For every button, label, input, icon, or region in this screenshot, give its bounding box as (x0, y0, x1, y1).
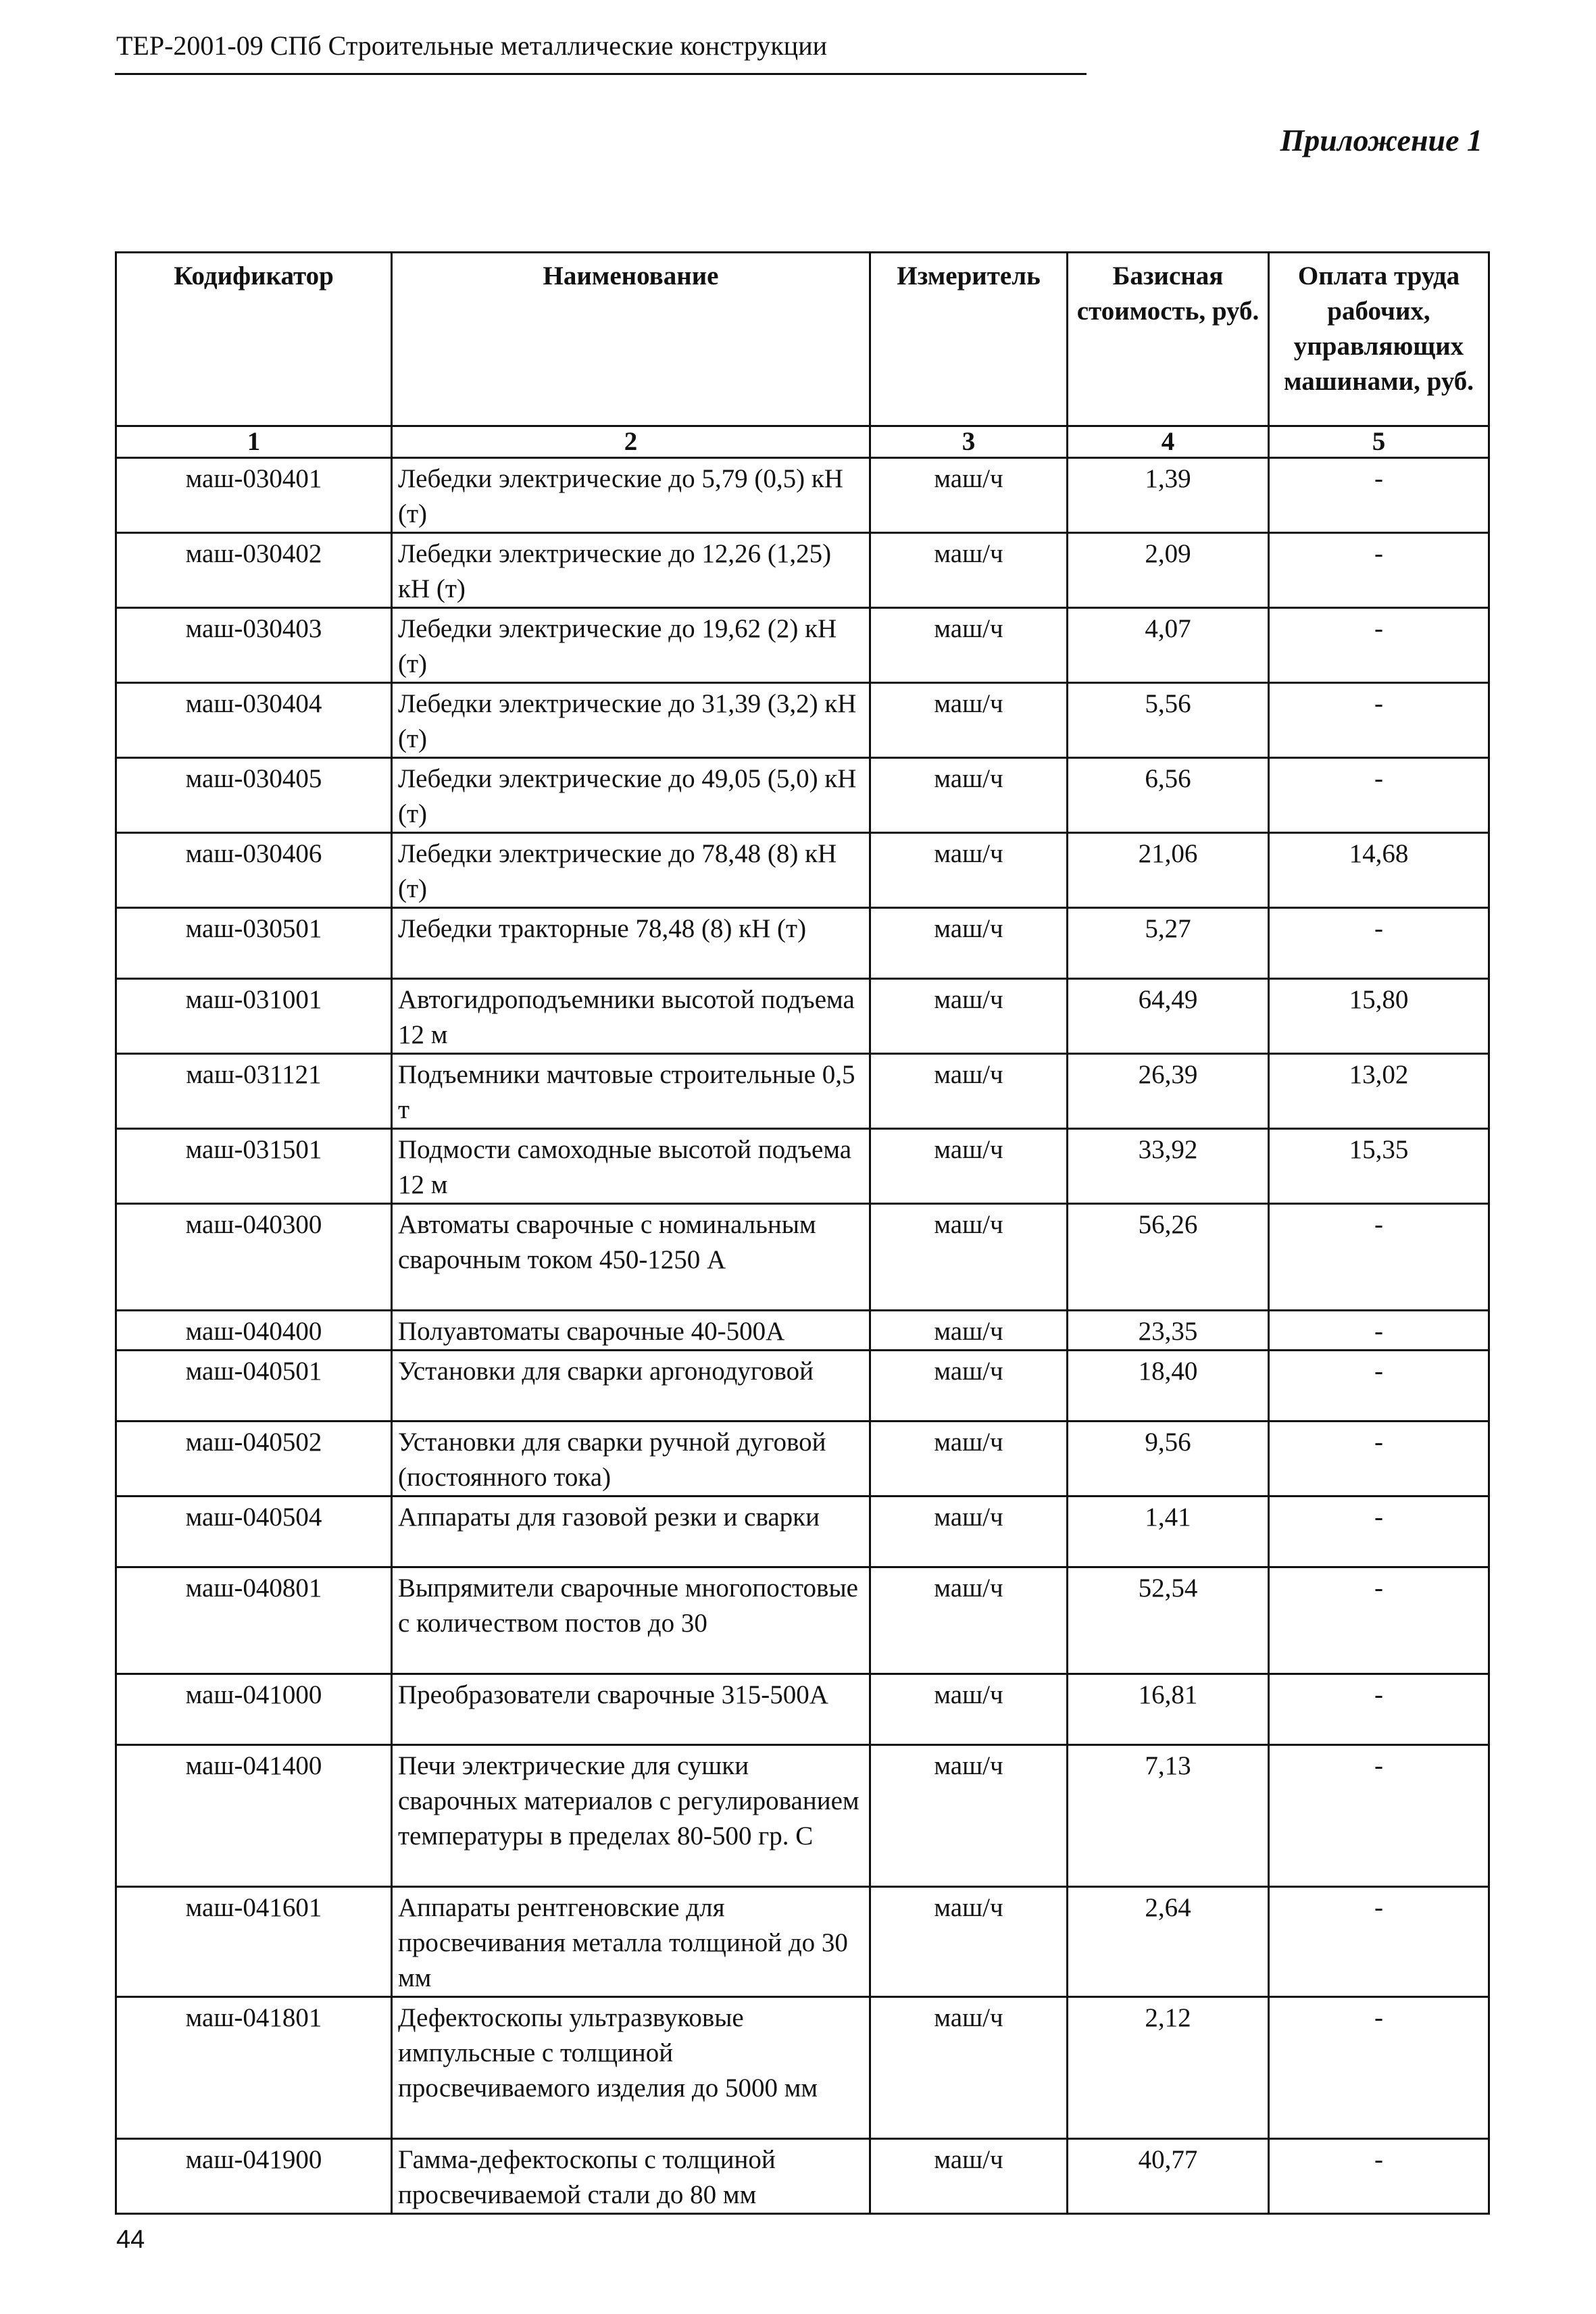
table-row (116, 1204, 1489, 1311)
table-row (116, 758, 1489, 833)
row-cost: 2,64 (1068, 1887, 1269, 1997)
row-wage: - (1269, 458, 1489, 533)
table-row (116, 2139, 1489, 2214)
row-wage: 14,68 (1269, 833, 1489, 908)
row-name: Печи электрические для сушки сварочных материалов с регулированием температуры в пределах 80-500 гр. С (392, 1745, 870, 1887)
table-row (116, 1997, 1489, 2139)
row-cost: 4,07 (1068, 608, 1269, 683)
row-code: маш-031121 (116, 1054, 392, 1129)
row-cost: 56,26 (1068, 1204, 1269, 1311)
table-row (116, 1745, 1489, 1887)
row-wage: - (1269, 908, 1489, 979)
row-wage: - (1269, 1422, 1489, 1496)
row-unit: маш/ч (870, 1997, 1068, 2139)
row-code: маш-030405 (116, 758, 392, 833)
row-unit: маш/ч (870, 1496, 1068, 1567)
row-wage: - (1269, 1997, 1489, 2139)
row-wage: - (1269, 683, 1489, 758)
table-row (116, 1129, 1489, 1204)
row-code: маш-040502 (116, 1422, 392, 1496)
row-unit: маш/ч (870, 833, 1068, 908)
running-header: ТЕР-2001-09 СПб Строительные металлические конструкции (116, 30, 828, 61)
table-row (116, 979, 1489, 1054)
row-wage: - (1269, 758, 1489, 833)
row-code: маш-040400 (116, 1311, 392, 1351)
column-header-cost: Базисная стоимость, руб. (1068, 253, 1269, 426)
row-name: Аппараты рентгеновские для просвечивания металла толщиной до 30 мм (392, 1887, 870, 1997)
row-code: маш-041801 (116, 1997, 392, 2139)
row-name: Подъемники мачтовые строительные 0,5 т (392, 1054, 870, 1129)
row-name: Лебедки электрические до 5,79 (0,5) кН (т) (392, 458, 870, 533)
row-unit: маш/ч (870, 1129, 1068, 1204)
table-row (116, 533, 1489, 608)
row-unit: маш/ч (870, 979, 1068, 1054)
row-name: Гамма-дефектоскопы с толщиной просвечиваемой стали до 80 мм (392, 2139, 870, 2214)
row-wage: - (1269, 2139, 1489, 2214)
row-cost: 23,35 (1068, 1311, 1269, 1351)
table-row (116, 1311, 1489, 1351)
row-name: Установки для сварки аргонодуговой (392, 1351, 870, 1422)
row-cost: 9,56 (1068, 1422, 1269, 1496)
row-wage: - (1269, 608, 1489, 683)
row-unit: маш/ч (870, 1567, 1068, 1674)
row-name: Лебедки электрические до 31,39 (3,2) кН (т) (392, 683, 870, 758)
row-name: Лебедки тракторные 78,48 (8) кН (т) (392, 908, 870, 979)
row-code: маш-040504 (116, 1496, 392, 1567)
page-number: 44 (116, 2225, 145, 2254)
row-code: маш-030402 (116, 533, 392, 608)
row-code: маш-030406 (116, 833, 392, 908)
row-wage: 13,02 (1269, 1054, 1489, 1129)
column-number: 1 (116, 426, 392, 458)
table-header-row (116, 253, 1489, 426)
row-cost: 33,92 (1068, 1129, 1269, 1204)
column-header-code: Кодификатор (116, 253, 392, 426)
table-row (116, 1674, 1489, 1745)
row-cost: 16,81 (1068, 1674, 1269, 1745)
column-number: 2 (392, 426, 870, 458)
row-code: маш-041000 (116, 1674, 392, 1745)
table-row (116, 908, 1489, 979)
machines-table (115, 251, 1490, 2215)
appendix-label: Приложение 1 (1280, 123, 1482, 157)
row-code: маш-041601 (116, 1887, 392, 1997)
row-name: Лебедки электрические до 12,26 (1,25) кН (т) (392, 533, 870, 608)
row-cost: 7,13 (1068, 1745, 1269, 1887)
row-wage: - (1269, 1311, 1489, 1351)
row-code: маш-030401 (116, 458, 392, 533)
row-cost: 2,09 (1068, 533, 1269, 608)
row-wage: - (1269, 1745, 1489, 1887)
row-cost: 26,39 (1068, 1054, 1269, 1129)
header-divider (115, 73, 1087, 75)
row-unit: маш/ч (870, 1674, 1068, 1745)
row-code: маш-030404 (116, 683, 392, 758)
row-code: маш-030501 (116, 908, 392, 979)
row-name: Выпрямители сварочные многопостовые с количеством постов до 30 (392, 1567, 870, 1674)
row-name: Лебедки электрические до 49,05 (5,0) кН (т) (392, 758, 870, 833)
row-name: Автоматы сварочные с номинальным сварочным током 450-1250 А (392, 1204, 870, 1311)
row-code: маш-031001 (116, 979, 392, 1054)
table-row (116, 1496, 1489, 1567)
column-number-row (116, 426, 1489, 458)
column-header-unit: Измеритель (870, 253, 1068, 426)
row-name: Лебедки электрические до 78,48 (8) кН (т) (392, 833, 870, 908)
column-header-wage: Оплата труда рабочих, управляющих машинами, руб. (1269, 253, 1489, 426)
row-name: Установки для сварки ручной дуговой (постоянного тока) (392, 1422, 870, 1496)
table-row (116, 833, 1489, 908)
row-cost: 1,41 (1068, 1496, 1269, 1567)
row-unit: маш/ч (870, 758, 1068, 833)
row-unit: маш/ч (870, 1311, 1068, 1351)
row-code: маш-041400 (116, 1745, 392, 1887)
row-code: маш-030403 (116, 608, 392, 683)
row-unit: маш/ч (870, 1054, 1068, 1129)
row-wage: 15,80 (1269, 979, 1489, 1054)
row-cost: 40,77 (1068, 2139, 1269, 2214)
table-row (116, 1422, 1489, 1496)
row-cost: 5,56 (1068, 683, 1269, 758)
row-wage: - (1269, 533, 1489, 608)
row-name: Автогидроподъемники высотой подъема 12 м (392, 979, 870, 1054)
row-name: Преобразователи сварочные 315-500А (392, 1674, 870, 1745)
row-wage: 15,35 (1269, 1129, 1489, 1204)
row-unit: маш/ч (870, 1422, 1068, 1496)
table-row (116, 1054, 1489, 1129)
column-number: 4 (1068, 426, 1269, 458)
row-unit: маш/ч (870, 458, 1068, 533)
row-cost: 64,49 (1068, 979, 1269, 1054)
column-number: 5 (1269, 426, 1489, 458)
row-unit: маш/ч (870, 533, 1068, 608)
row-unit: маш/ч (870, 908, 1068, 979)
row-unit: маш/ч (870, 1887, 1068, 1997)
row-unit: маш/ч (870, 1204, 1068, 1311)
row-cost: 2,12 (1068, 1997, 1269, 2139)
row-unit: маш/ч (870, 1351, 1068, 1422)
table-row (116, 458, 1489, 533)
table-row (116, 1887, 1489, 1997)
row-wage: - (1269, 1887, 1489, 1997)
row-name: Полуавтоматы сварочные 40-500А (392, 1311, 870, 1351)
row-wage: - (1269, 1674, 1489, 1745)
table-row (116, 683, 1489, 758)
column-number: 3 (870, 426, 1068, 458)
row-cost: 6,56 (1068, 758, 1269, 833)
row-cost: 18,40 (1068, 1351, 1269, 1422)
row-unit: маш/ч (870, 1745, 1068, 1887)
row-unit: маш/ч (870, 608, 1068, 683)
table-row (116, 1567, 1489, 1674)
row-code: маш-040801 (116, 1567, 392, 1674)
table-row (116, 608, 1489, 683)
row-wage: - (1269, 1204, 1489, 1311)
table-row (116, 1351, 1489, 1422)
row-cost: 1,39 (1068, 458, 1269, 533)
row-cost: 21,06 (1068, 833, 1269, 908)
row-code: маш-040501 (116, 1351, 392, 1422)
row-name: Подмости самоходные высотой подъема 12 м (392, 1129, 870, 1204)
row-name: Лебедки электрические до 19,62 (2) кН (т) (392, 608, 870, 683)
column-header-name: Наименование (392, 253, 870, 426)
row-wage: - (1269, 1567, 1489, 1674)
row-unit: маш/ч (870, 2139, 1068, 2214)
row-cost: 5,27 (1068, 908, 1269, 979)
row-name: Дефектоскопы ультразвуковые импульсные с толщиной просвечиваемого изделия до 5000 мм (392, 1997, 870, 2139)
row-cost: 52,54 (1068, 1567, 1269, 1674)
row-name: Аппараты для газовой резки и сварки (392, 1496, 870, 1567)
row-code: маш-031501 (116, 1129, 392, 1204)
row-code: маш-040300 (116, 1204, 392, 1311)
row-wage: - (1269, 1351, 1489, 1422)
row-unit: маш/ч (870, 683, 1068, 758)
row-wage: - (1269, 1496, 1489, 1567)
row-code: маш-041900 (116, 2139, 392, 2214)
